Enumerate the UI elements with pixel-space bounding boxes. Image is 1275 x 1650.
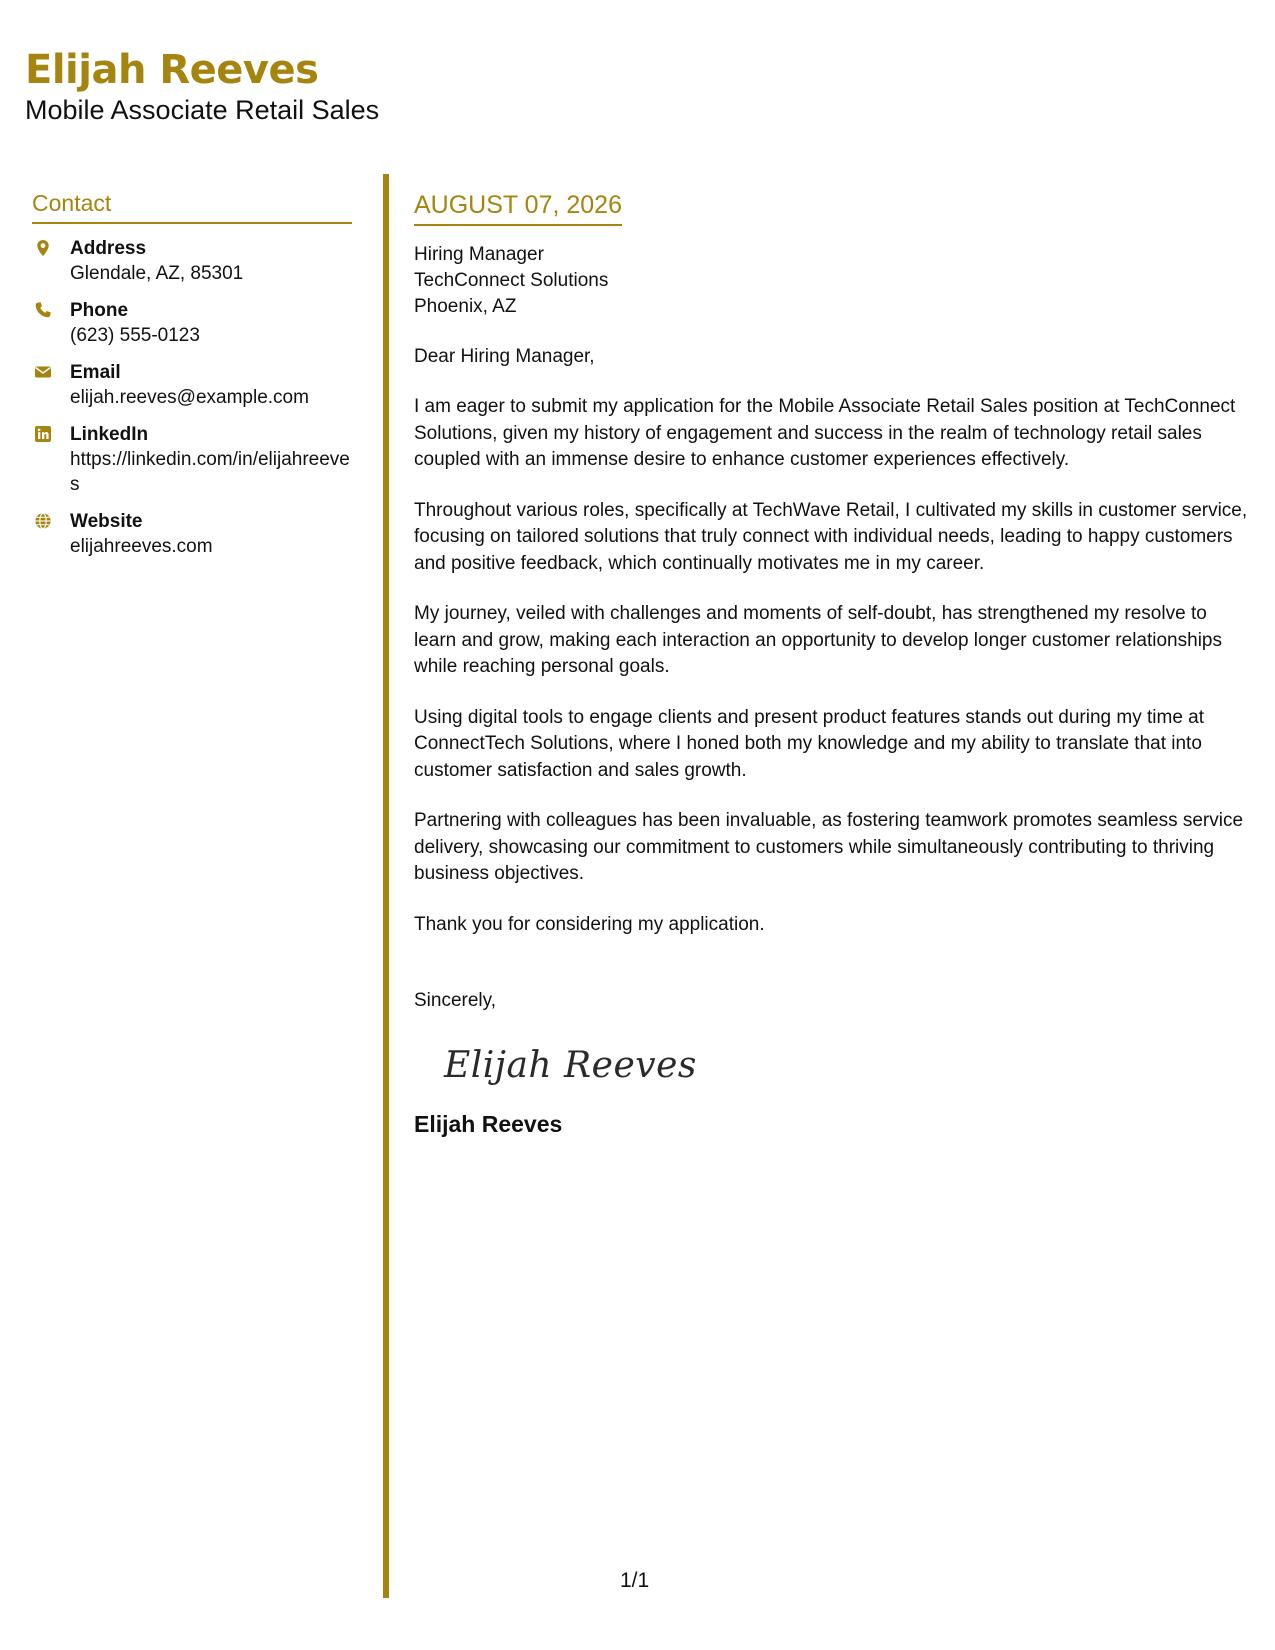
contact-item-address [32,236,352,286]
handwritten-signature: Elijah Reeves [444,1045,697,1086]
contact-label: Website [70,511,143,532]
body-paragraph: Throughout various roles, specifically at TechWave Retail, I cultivated my skills in customer service, focusing on tailored solutions that truly connect with individual needs, leading to happy customers and positive feedback, which continually motivates me in my career. [414,499,1248,574]
page-number: 1/1 [620,1569,650,1592]
vertical-divider [383,174,389,1598]
body-paragraph: I am eager to submit my application for the Mobile Associate Retail Sales position at TechConnect Solutions, given my history of engagement and success in the realm of technology retail sales coupled with an immense desire to enhance customer experiences effectively. [414,396,1236,470]
contact-list [32,236,352,559]
signer-name: Elijah Reeves [414,1111,563,1137]
salutation: Dear Hiring Manager, [414,346,595,367]
contact-label: LinkedIn [70,424,149,445]
phone-value: (623) 555-0123 [70,325,200,346]
website-link[interactable]: elijahreeves.com [70,536,213,557]
closing: Sincerely, [414,990,497,1011]
linkedin-icon [34,425,52,443]
contact-label: Phone [70,300,129,321]
contact-item-website [32,509,352,559]
recipient-title: Hiring Manager [414,244,544,265]
globe-icon [34,512,52,530]
contact-label: Address [70,238,147,259]
contact-label: Email [70,362,121,383]
body-paragraph: Using digital tools to engage clients and present product features stands out during my time at ConnectTech Solutions, where I honed both my knowledge and my ability to translate that into customer satisfaction and sales growth. [414,706,1205,781]
envelope-icon [34,363,52,381]
email-link[interactable]: elijah.reeves@example.com [70,387,309,408]
contact-item-linkedin [32,422,352,497]
linkedin-link[interactable]: https://linkedin.com/in/elijahreeves [70,449,350,495]
recipient-block [414,242,1254,320]
contact-heading: Contact [32,188,352,224]
applicant-name: Elijah Reeves [25,47,319,93]
address-value: Glendale, AZ, 85301 [70,263,244,284]
letter-body [414,190,1254,1138]
body-paragraph: My journey, veiled with challenges and moments of self-doubt, has strengthened my resolve to learn and grow, making each interaction an opportunity to develop longer customer relationships while reaching personal goals. [414,603,1222,677]
body-paragraph: Partnering with colleagues has been invaluable, as fostering teamwork promotes seamless service delivery, showcasing our commitment to customers while simultaneously contributing to thriving business objectives. [414,810,1244,884]
recipient-company: TechConnect Solutions [414,270,609,291]
phone-icon [34,301,52,319]
recipient-location: Phoenix, AZ [414,296,517,317]
contact-sidebar [32,188,352,571]
thank-you-paragraph: Thank you for considering my application. [414,913,765,935]
contact-item-phone [32,298,352,348]
contact-item-email [32,360,352,410]
letter-date: AUGUST 07, 2026 [414,190,622,226]
job-title: Mobile Associate Retail Sales [25,95,380,125]
document-header [25,44,379,126]
map-pin-icon [34,239,52,257]
